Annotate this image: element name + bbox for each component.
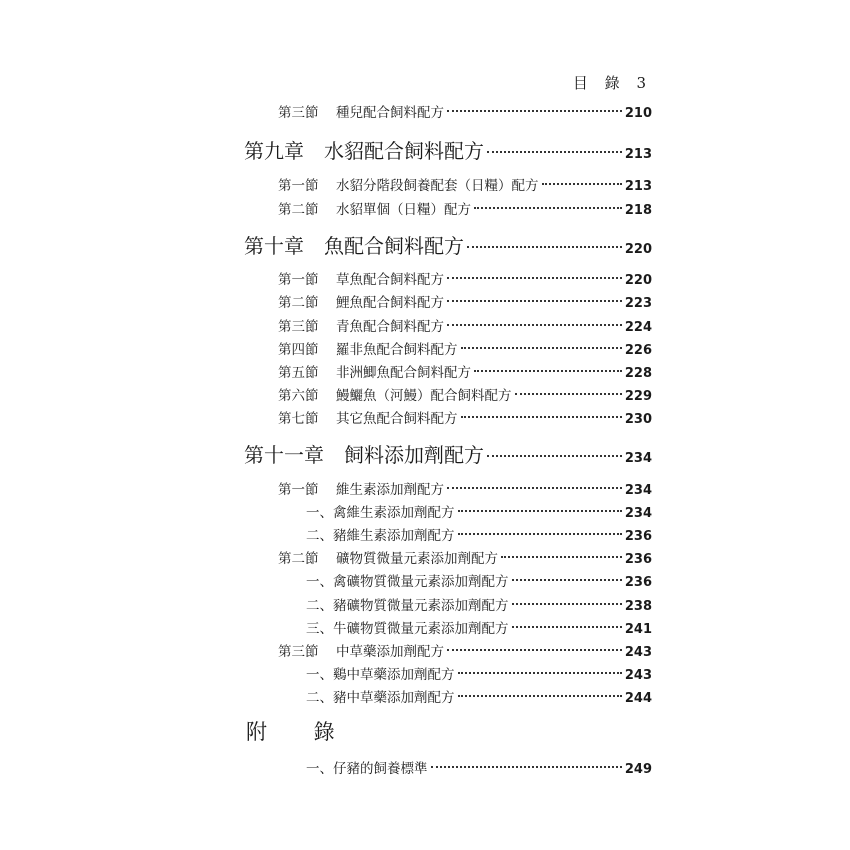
entry-title: 禽礦物質微量元素添加劑配方 (333, 574, 509, 590)
entry-title: 礦物質微量元素添加劑配方 (336, 551, 498, 567)
entry-number: 第九章 (244, 139, 304, 163)
entry-page-number: 234 (624, 451, 652, 466)
entry-number: 一、 (306, 667, 333, 683)
entry-title: 魚配合飼料配方 (324, 234, 464, 258)
entry-page-number: 229 (624, 389, 652, 404)
entry-number: 第六節 (278, 388, 319, 404)
page-header: 目 錄 3 (572, 74, 652, 92)
entry-title: 羅非魚配合飼料配方 (336, 342, 458, 358)
entry-number: 第十一章 (244, 443, 324, 467)
entry-title: 牛礦物質微量元素添加劑配方 (333, 621, 509, 637)
entry-title: 豬維生素添加劑配方 (333, 528, 455, 544)
entry-number: 第二節 (278, 551, 319, 567)
entry-page-number: 220 (624, 273, 652, 288)
entry-page-number: 218 (624, 203, 652, 218)
entry-title: 豬中草藥添加劑配方 (333, 690, 455, 706)
appendix-heading: 附 錄 (246, 720, 355, 744)
entry-page-number: 236 (624, 529, 652, 544)
entry-number: 第三節 (278, 644, 319, 660)
entry-page-number: 241 (624, 622, 652, 637)
entry-page-number: 234 (624, 506, 652, 521)
entry-number: 三、 (306, 621, 333, 637)
entry-title: 水貂單個（日糧）配方 (336, 202, 471, 218)
entry-number: 二、 (306, 528, 333, 544)
entry-number: 第三節 (278, 105, 319, 121)
entry-page-number: 213 (624, 179, 652, 194)
entry-title: 鯉魚配合飼料配方 (336, 295, 444, 311)
entry-title: 草魚配合飼料配方 (336, 272, 444, 288)
entry-title: 飼料添加劑配方 (344, 443, 484, 467)
entry-title: 禽維生素添加劑配方 (333, 505, 455, 521)
entry-page-number: 230 (624, 412, 652, 427)
entry-number: 第七節 (278, 411, 319, 427)
entry-title: 非洲鯽魚配合飼料配方 (336, 365, 471, 381)
entry-number: 第三節 (278, 319, 319, 335)
entry-number: 第四節 (278, 342, 319, 358)
entry-number: 二、 (306, 598, 333, 614)
entry-number: 第一節 (278, 272, 319, 288)
entry-page-number: 236 (624, 575, 652, 590)
entry-number: 第五節 (278, 365, 319, 381)
entry-page-number: 234 (624, 483, 652, 498)
entry-page-number: 213 (624, 147, 652, 162)
entry-number: 第一節 (278, 482, 319, 498)
entry-page-number: 224 (624, 320, 652, 335)
entry-title: 鰻鱺魚（河鰻）配合飼料配方 (336, 388, 512, 404)
entry-number: 第一節 (278, 178, 319, 194)
entry-page-number: 223 (624, 296, 652, 311)
entry-title: 豬礦物質微量元素添加劑配方 (333, 598, 509, 614)
appendix-entry (306, 757, 652, 777)
entry-page-number: 210 (624, 106, 652, 121)
entry-title: 維生素添加劑配方 (336, 482, 444, 498)
entry-title: 中草藥添加劑配方 (336, 644, 444, 660)
dot-leader (431, 766, 622, 768)
entry-page-number: 228 (624, 366, 652, 381)
entry-title: 水貂分階段飼養配套（日糧）配方 (336, 178, 539, 194)
entry-title: 青魚配合飼料配方 (336, 319, 444, 335)
entry-title: 種兒配合飼料配方 (336, 105, 444, 121)
entry-number: 第二節 (278, 295, 319, 311)
entry-page-number: 243 (624, 668, 652, 683)
entry-number: 第十章 (244, 234, 304, 258)
entry-number: 一、 (306, 505, 333, 521)
entry-title: 水貂配合飼料配方 (324, 139, 484, 163)
entry-page-number: 238 (624, 599, 652, 614)
entry-page-number: 249 (624, 762, 652, 777)
entry-title: 鷄中草藥添加劑配方 (333, 667, 455, 683)
entry-title: 仔豬的飼養標準 (333, 761, 428, 777)
entry-number: 二、 (306, 690, 333, 706)
entry-title: 其它魚配合飼料配方 (336, 411, 458, 427)
entry-page-number: 236 (624, 552, 652, 567)
entry-number: 一、 (306, 761, 333, 777)
entry-page-number: 226 (624, 343, 652, 358)
entry-page-number: 244 (624, 691, 652, 706)
entry-number: 一、 (306, 574, 333, 590)
entry-page-number: 243 (624, 645, 652, 660)
entry-number: 第二節 (278, 202, 319, 218)
entry-page-number: 220 (624, 242, 652, 257)
